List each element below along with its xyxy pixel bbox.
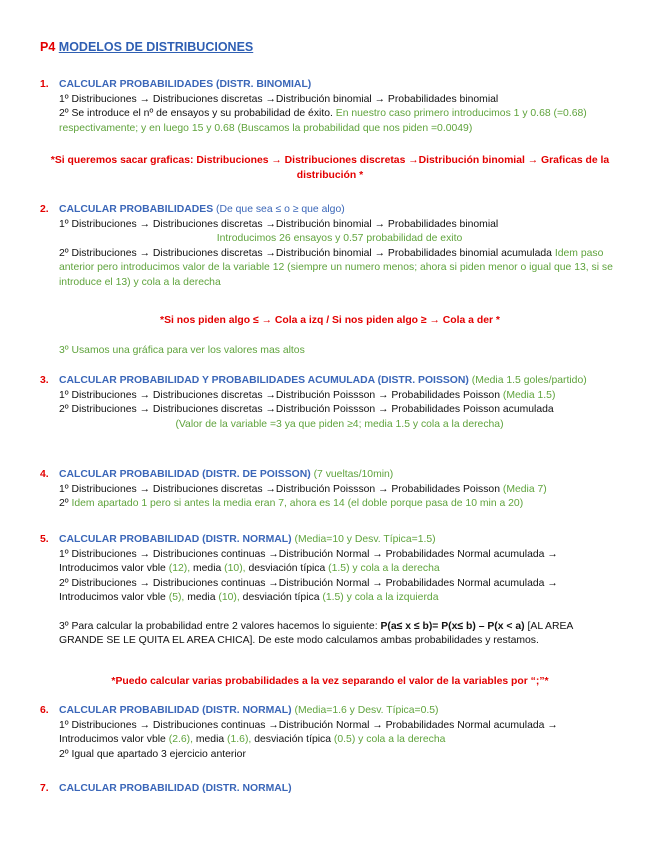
graph-note: *Si queremos sacar graficas: Distribuciones → Distribuciones discretas →Distribución binomial → Graficas de la distribución *: [50, 155, 610, 181]
section-line: 1º Distribuciones → Distribuciones discretas →Distribución binomial → Probabilidades binomial: [59, 218, 499, 230]
section-line: [40, 719, 620, 748]
section-heading-note: (Media=10 y Desv. Típica=1.5): [291, 534, 436, 545]
section-heading: CALCULAR PROBABILIDAD (DISTR. NORMAL): [59, 783, 292, 794]
section-heading: CALCULAR PROBABILIDAD Y PROBABILIDADES ACUMULADA (DISTR. POISSON): [59, 375, 469, 386]
label: desviación típica: [245, 563, 326, 574]
section-heading: CALCULAR PROBABILIDADES: [59, 204, 214, 215]
section-number: 5.: [40, 534, 49, 545]
section-4: [40, 468, 620, 512]
step-text: 2º Se introduce el nº de ensayos y su probabilidad de éxito.: [59, 108, 333, 119]
section-heading-note: (Media=1.6 y Desv. Típica=0.5): [291, 705, 439, 716]
value: (0.5) y cola a la derecha: [331, 734, 446, 745]
section-line: [40, 548, 620, 577]
section-heading: CALCULAR PROBABILIDADES (DISTR. BINOMIAL): [59, 79, 312, 90]
section-6: [40, 704, 620, 762]
section-heading-note: (7 vueltas/10min): [310, 469, 394, 480]
step-text: 2º Distribuciones → Distribuciones discretas →Distribución binomial → Probabilidades binomial acumulada: [59, 247, 552, 259]
section-line: Introducimos 26 ensayos y 0.57 probabilidad de exito: [216, 233, 463, 244]
step-text: 3º Para calcular la probabilidad entre 2 valores hacemos lo siguiente:: [59, 620, 378, 632]
section-heading-note: (De que sea ≤ o ≥ que algo): [213, 204, 345, 215]
section-number: 1.: [40, 79, 49, 90]
section-2: [40, 203, 620, 290]
section-2-step-3: 3º Usamos una gráfica para ver los valores mas altos: [59, 345, 305, 356]
step-note: (Media 1.5): [499, 389, 556, 401]
step-text: [AL AREA GRANDE SE LE QUITA EL AREA CHICA]. De este modo calculamos ambas probabilidades y restamos.: [59, 620, 573, 646]
section-heading: CALCULAR PROBABILIDAD (DISTR. DE POISSON): [59, 469, 311, 480]
step-note: Idem paso anterior pero introducimos valor de la variable 12 (siempre un numero menos; ahora si piden menor o igual que 13, si se introduce el 13) y cola a la derecha: [59, 247, 613, 288]
section-5: [40, 533, 620, 649]
section-line: (Valor de la variable =3 ya que piden ≥4; media 1.5 y cola a la derecha): [175, 418, 504, 430]
value: (1.5) y cola a la derecha: [325, 563, 440, 574]
step-text: 1º Distribuciones → Distribuciones continuas →Distribución Normal → Probabilidades Normal acumulada → Introducimos valor vble: [59, 548, 558, 574]
section-3: [40, 374, 620, 432]
section-number: 6.: [40, 705, 49, 716]
value: (1.6),: [224, 734, 252, 745]
step-note: (Media 7): [499, 483, 547, 495]
section-heading: CALCULAR PROBABILIDAD (DISTR. NORMAL): [59, 705, 292, 716]
section-line: [40, 107, 620, 136]
step-note: En nuestro caso primero introducimos 1 y 0.68 (=0.68) respectivamente; y en luego 15 y 0.68 (Buscamos la probabilidad que nos piden =0.0049): [59, 108, 587, 134]
section-7: [40, 782, 620, 797]
section-line: [40, 483, 620, 498]
value: (2.6),: [165, 734, 193, 745]
value: (10),: [215, 592, 240, 603]
multi-value-note: *Puedo calcular varias probabilidades a la vez separando el valor de la variables por “;”*: [111, 676, 549, 687]
section-number: 4.: [40, 469, 49, 480]
label: media: [190, 563, 222, 574]
section-line: [40, 620, 620, 649]
section-line: 2º Distribuciones → Distribuciones discretas →Distribución Poissson → Probabilidades Poisson acumulada: [59, 404, 554, 415]
value: (10),: [221, 563, 246, 574]
section-line: [40, 497, 620, 512]
formula: P(a≤ x ≤ b)= P(x≤ b) – P(x < a): [377, 620, 525, 632]
section-number: 7.: [40, 783, 49, 794]
section-heading: CALCULAR PROBABILIDAD (DISTR. NORMAL): [59, 534, 292, 545]
value: (5),: [165, 592, 185, 603]
title-text: MODELOS DE DISTRIBUCIONES: [58, 40, 254, 54]
section-line: 2º Igual que apartado 3 ejercicio anterior: [59, 748, 246, 760]
page-title: [40, 40, 253, 54]
section-line: 1º Distribuciones → Distribuciones discretas →Distribución binomial → Probabilidades binomial: [59, 93, 499, 105]
section-line: [40, 577, 620, 606]
step-text: 1º Distribuciones → Distribuciones discretas →Distribución Poissson → Probabilidades Poisson: [59, 483, 500, 495]
step-text: 2º: [59, 498, 69, 509]
section-line: [40, 247, 620, 291]
value: (1.5) y cola a la izquierda: [319, 592, 439, 603]
step-text: 1º Distribuciones → Distribuciones discretas →Distribución Poissson → Probabilidades Poisson: [59, 389, 500, 401]
step-note: Idem apartado 1 pero si antes la media eran 7, ahora es 14 (el doble porque pasa de 10 min a 20): [68, 498, 524, 509]
value: (12),: [165, 563, 191, 574]
section-1: [40, 78, 620, 136]
section-heading-note: (Media 1.5 goles/partido): [468, 375, 587, 386]
section-line: [40, 389, 620, 404]
section-number: 3.: [40, 375, 49, 386]
section-number: 2.: [40, 204, 49, 215]
title-code: P4: [40, 40, 56, 54]
label: media: [184, 592, 216, 603]
label: media: [192, 734, 225, 745]
step-text: 2º Distribuciones → Distribuciones continuas →Distribución Normal → Probabilidades Normal acumulada → Introducimos valor vble: [59, 577, 558, 603]
step-text: 1º Distribuciones → Distribuciones continuas →Distribución Normal → Probabilidades Normal acumulada → Introducimos valor vble: [59, 719, 558, 745]
label: desviación típica: [251, 734, 332, 745]
tail-note: *Si nos piden algo ≤ → Cola a izq / Si nos piden algo ≥ → Cola a der *: [160, 315, 500, 326]
label: desviación típica: [239, 592, 320, 603]
